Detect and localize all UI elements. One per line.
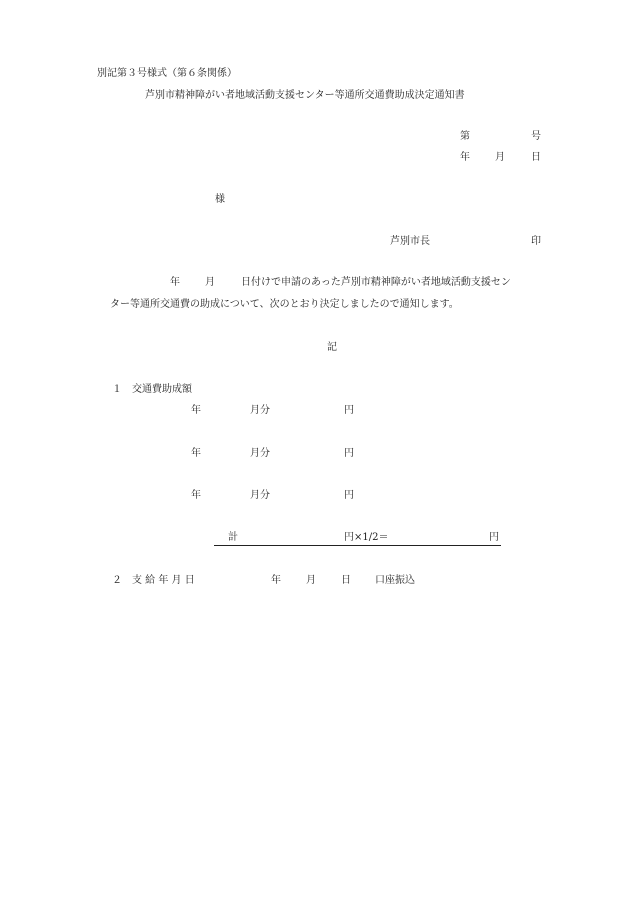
date-day: 日 bbox=[531, 152, 541, 163]
row3-year: 年 bbox=[191, 490, 201, 501]
form-label: 別記第３号様式（第６条関係） bbox=[97, 68, 237, 79]
total-underline bbox=[214, 545, 501, 546]
total-formula: 円×1/2＝ bbox=[344, 532, 389, 543]
row1-month: 月分 bbox=[250, 405, 270, 416]
number-dai: 第 bbox=[460, 131, 470, 142]
date-year: 年 bbox=[460, 152, 470, 163]
body-line1: 日付けで申請のあった芦別市精神障がい者地域活動支援セン bbox=[241, 277, 511, 288]
body-line2: ター等通所交通費の助成について、次のとおり決定しましたので通知します。 bbox=[110, 299, 459, 310]
row3-yen: 円 bbox=[344, 490, 354, 501]
total-yen: 円 bbox=[489, 532, 499, 543]
total-label: 計 bbox=[228, 532, 238, 543]
row1-year: 年 bbox=[191, 405, 201, 416]
document-title: 芦別市精神障がい者地域活動支援センター等通所交通費助成決定通知書 bbox=[145, 90, 465, 101]
date-month: 月 bbox=[495, 152, 505, 163]
issuer-name: 芦別市長 bbox=[390, 236, 430, 247]
row2-year: 年 bbox=[191, 448, 201, 459]
addressee-suffix: 様 bbox=[215, 194, 225, 205]
section2-heading: ２ 支 給 年 月 日 bbox=[112, 575, 195, 586]
row2-yen: 円 bbox=[344, 448, 354, 459]
payment-method: 口座振込 bbox=[375, 575, 415, 586]
issuer-seal: 印 bbox=[531, 236, 541, 247]
row2-month: 月分 bbox=[250, 448, 270, 459]
section1-heading: １ 交通費助成額 bbox=[112, 384, 192, 395]
number-go: 号 bbox=[531, 131, 541, 142]
body-month: 月 bbox=[205, 277, 215, 288]
ki-heading: 記 bbox=[327, 342, 337, 353]
row3-month: 月分 bbox=[250, 490, 270, 501]
payment-day: 日 bbox=[341, 575, 351, 586]
payment-month: 月 bbox=[306, 575, 316, 586]
body-year: 年 bbox=[170, 277, 180, 288]
payment-year: 年 bbox=[271, 575, 281, 586]
row1-yen: 円 bbox=[344, 405, 354, 416]
